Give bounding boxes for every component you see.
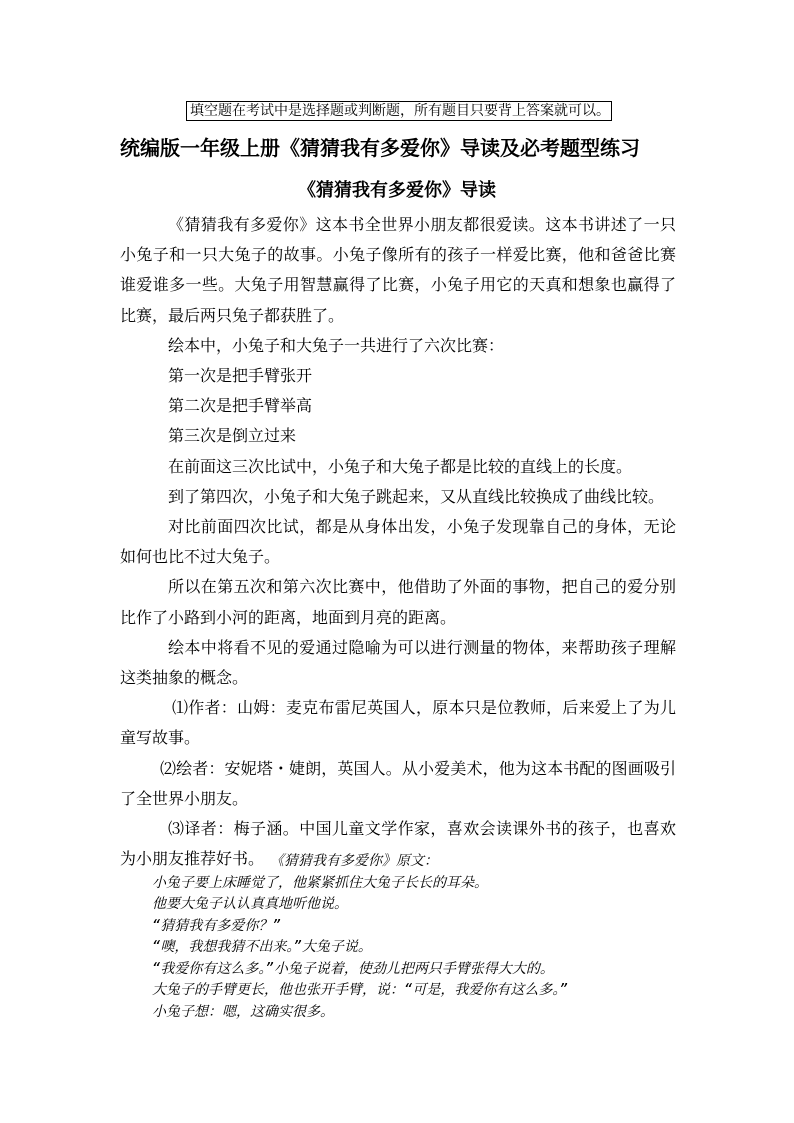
original-line: 小兔子想：嗯，这确实很多。 xyxy=(152,1003,334,1020)
original-line: 小兔子要上床睡觉了，他紧紧抓住大兔子长长的耳朵。 xyxy=(152,874,488,891)
illustrator-info: ⑵绘者：安妮塔・婕朗，英国人。从小爱美术，他为这本书配的图画吸引了全世界小朋友。 xyxy=(120,758,676,808)
contest-item: 第二次是把手臂举高 xyxy=(168,396,313,416)
guide-body xyxy=(120,210,676,874)
original-line: 大兔子的手臂更长，他也张开手臂，说：“可是，我爱你有这么多。” xyxy=(152,982,568,998)
original-text xyxy=(152,851,672,1023)
paragraph: 绘本中，小兔子和大兔子一共进行了六次比赛： xyxy=(168,335,505,355)
translator-info: ⑶译者：梅子涵。中国儿童文学作家，喜欢会读课外书的孩子，也喜欢为小朋友推荐好书。 xyxy=(120,819,676,869)
contest-item: 第一次是把手臂张开 xyxy=(168,366,313,386)
contest-item: 第三次是倒立过来 xyxy=(168,426,297,446)
original-line: “猜猜我有多爱你？” xyxy=(152,917,281,934)
exam-notice-box: 填空题在考试中是选择题或判断题，所有题目只要背上答案就可以。 xyxy=(186,101,612,121)
original-line: “噢，我想我猜不出来。”大兔子说。 xyxy=(152,939,372,955)
author-info: ⑴作者：山姆：麦克布雷尼英国人，原本只是位教师，后来爱上了为儿童写故事。 xyxy=(120,698,676,748)
original-text-title: 《猜猜我有多爱你》原文： xyxy=(270,853,438,869)
paragraph: 在前面这三次比试中，小兔子和大兔子都是比较的直线上的长度。 xyxy=(168,456,633,476)
main-title: 统编版一年级上册《猜猜我有多爱你》导读及必考题型练习 xyxy=(120,136,640,160)
section-title: 《猜猜我有多爱你》导读 xyxy=(298,180,496,201)
original-line: 他要大兔子认认真真地听他说。 xyxy=(152,896,348,912)
intro-paragraph: 《猜猜我有多爱你》这本书全世界小朋友都很爱读。这本书讲述了一只小兔子和一只大兔子的故事。小兔子像所有的孩子一样爱比赛，他和爸爸比赛谁爱谁多一些。大兔子用智慧赢得了比赛，小兔子用它的天真和想象也赢得了比赛，最后两只兔子都获胜了。 xyxy=(120,215,676,325)
original-line: “我爱你有这么多。”小兔子说着，使劲儿把两只手臂张得大大的。 xyxy=(152,960,554,977)
paragraph: 到了第四次，小兔子和大兔子跳起来，又从直线比较换成了曲线比较。 xyxy=(168,486,665,506)
paragraph: 绘本中将看不见的爱通过隐喻为可以进行测量的物体，来帮助孩子理解这类抽象的概念。 xyxy=(120,637,676,688)
paragraph: 所以在第五次和第六次比赛中，他借助了外面的事物，把自己的爱分别比作了小路到小河的距离，地面到月亮的距离。 xyxy=(120,577,676,627)
paragraph: 对比前面四次比试，都是从身体出发，小兔子发现靠自己的身体，无论如何也比不过大兔子。 xyxy=(120,517,676,567)
